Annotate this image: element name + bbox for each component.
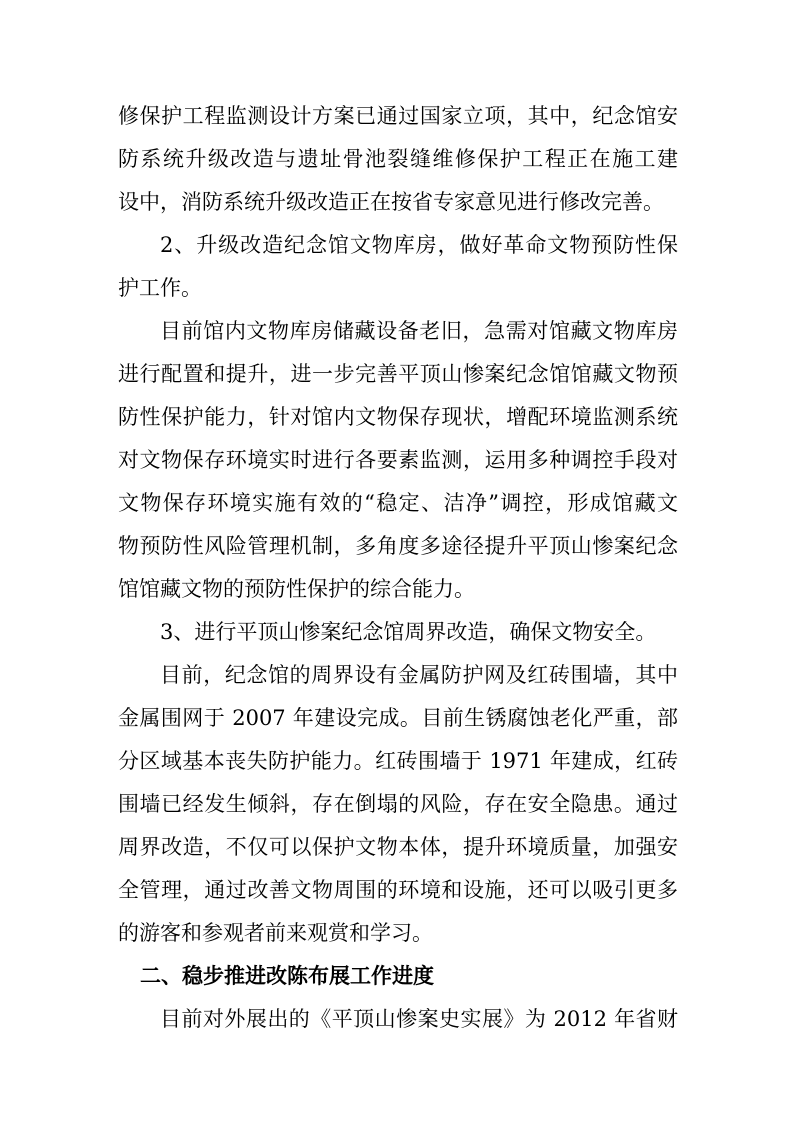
text-line: 周界改造，不仅可以保护文物本体，提升环境质量，加强安 [118, 835, 678, 859]
text-line: 金属围网于 2007 年建设完成。目前生锈腐蚀老化严重，部 [118, 706, 678, 730]
text-line: 物预防性风险管理机制，多角度多途径提升平顶山惨案纪念 [118, 534, 678, 558]
text-line: 进行配置和提升，进一步完善平顶山惨案纪念馆馆藏文物预 [118, 362, 678, 386]
text-line: 修保护工程监测设计方案已通过国家立项，其中，纪念馆安 [118, 104, 678, 128]
text-line: 围墙已经发生倾斜，存在倒塌的风险，存在安全隐患。通过 [118, 792, 678, 816]
text-line: 目前对外展出的《平顶山惨案史实展》为 2012 年省财 [160, 1007, 678, 1031]
text-line: 对文物保存环境实时进行各要素监测，运用多种调控手段对 [118, 448, 678, 472]
text-line: 护工作。 [118, 276, 202, 300]
text-line: 分区域基本丧失防护能力。红砖围墙于 1971 年建成，红砖 [118, 749, 678, 773]
text-line: 的游客和参观者前来观赏和学习。 [118, 921, 433, 945]
text-line: 目前，纪念馆的周界设有金属防护网及红砖围墙，其中 [160, 663, 678, 687]
text-line: 馆馆藏文物的预防性保护的综合能力。 [118, 577, 475, 601]
section-heading: 二、稳步推进改陈布展工作进度 [140, 964, 434, 988]
text-line: 目前馆内文物库房储藏设备老旧，急需对馆藏文物库房 [160, 319, 678, 343]
text-line: 防性保护能力，针对馆内文物保存现状，增配环境监测系统 [118, 405, 678, 429]
text-line: 3、进行平顶山惨案纪念馆周界改造，确保文物安全。 [160, 620, 657, 644]
text-line: 2、升级改造纪念馆文物库房，做好革命文物预防性保 [160, 233, 678, 257]
text-line: 全管理，通过改善文物周围的环境和设施，还可以吸引更多 [118, 878, 678, 902]
text-line: 设中，消防系统升级改造正在按省专家意见进行修改完善。 [118, 190, 664, 214]
text-line: 防系统升级改造与遗址骨池裂缝维修保护工程正在施工建 [118, 147, 678, 171]
text-line: 文物保存环境实施有效的“稳定、洁净”调控，形成馆藏文 [118, 491, 678, 515]
